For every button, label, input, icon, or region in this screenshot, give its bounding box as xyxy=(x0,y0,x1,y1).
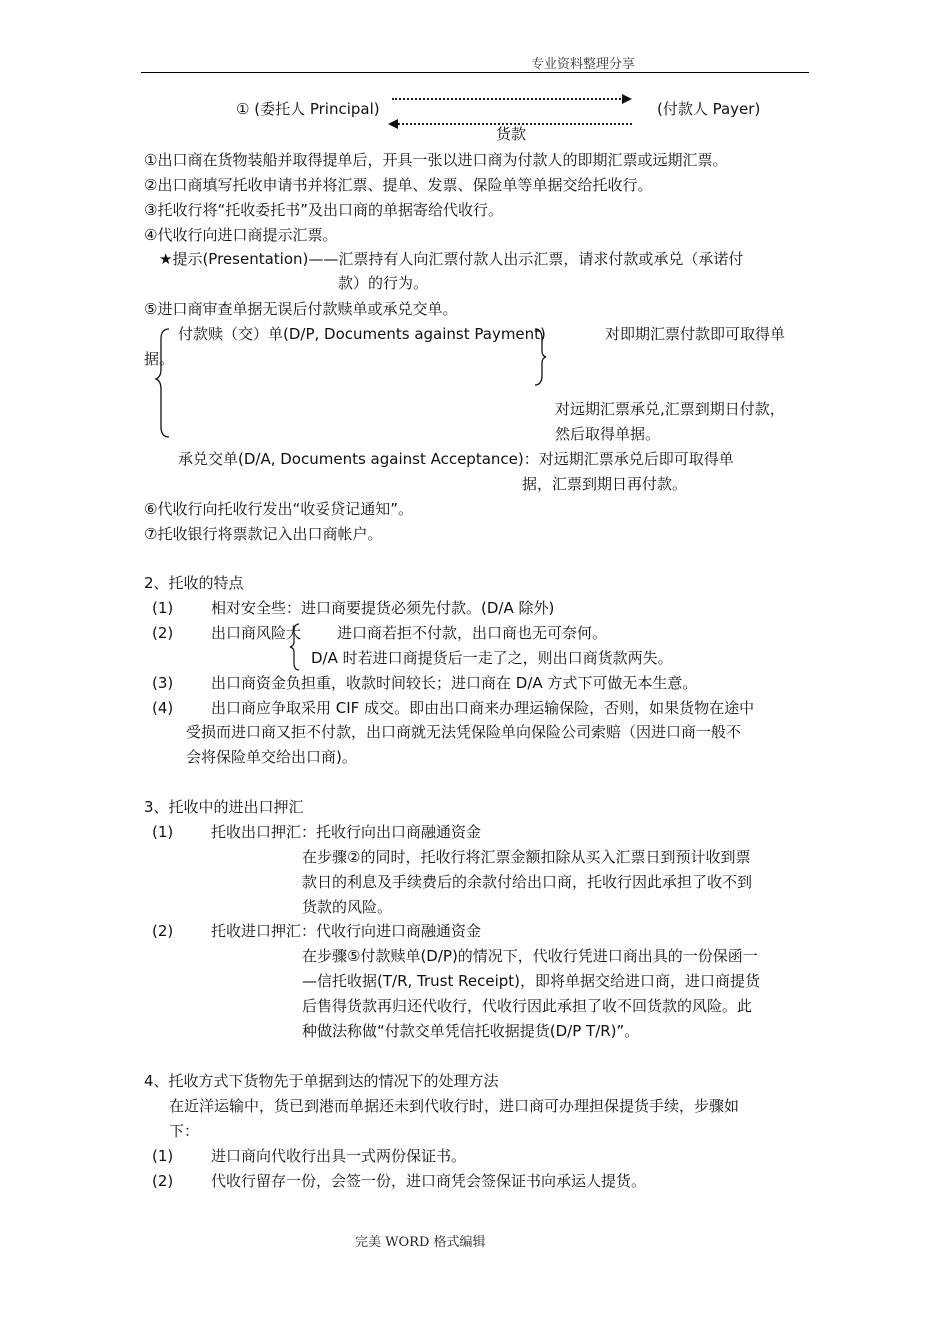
s4-item-2-num: (2) xyxy=(152,1172,174,1190)
step-4: ④代收行向进口商提示汇票。 xyxy=(144,226,338,244)
presentation-note-line2: 款）的行为。 xyxy=(338,274,429,292)
s2-item-2-sub2: D/A 时若进口商提货后一走了之，则出口商货款两失。 xyxy=(311,649,673,667)
step-1: ①出口商在货物装船并取得提单后，开具一张以进口商为付款人的即期汇票或远期汇票。 xyxy=(144,151,728,169)
s4-intro-line2: 下： xyxy=(169,1122,200,1140)
presentation-note-line1: ★提示(Presentation)——汇票持有人向汇票付款人出示汇票，请求付款或承兑（承诺付 xyxy=(159,250,744,268)
section-4-title: 4、托收方式下货物先于单据到达的情况下的处理方法 xyxy=(144,1072,499,1090)
s4-item-1-text: 进口商向代收行出具一式两份保证书。 xyxy=(211,1147,467,1165)
dp-usance-line2: 然后取得单据。 xyxy=(555,425,661,443)
page-footer: 完美 WORD 格式编辑 xyxy=(355,1235,486,1250)
s3-item-2-line4: 种做法称做“付款交单凭信托收据提货(D/P T/R)”。 xyxy=(302,1022,640,1040)
dp-usance-line1: 对远期汇票承兑,汇票到期日付款， xyxy=(555,400,785,418)
arrow-right-icon xyxy=(622,94,632,104)
s3-item-1-line3: 货款的风险。 xyxy=(302,898,393,916)
da-line1: 承兑交单(D/A, Documents against Acceptance)：对远期汇票承兑后即可取得单 xyxy=(178,450,734,468)
s3-item-1-line1: 在步骤②的同时，托收行将汇票金额扣除从买入汇票日到预计收到票 xyxy=(302,848,751,866)
header-rule xyxy=(141,72,809,73)
step-3: ③托收行将“托收委托书”及出口商的单据寄给代收行。 xyxy=(144,201,503,219)
right-brace-icon xyxy=(533,327,547,387)
step-5: ⑤进口商审查单据无误后付款赎单或承兑交单。 xyxy=(144,300,458,318)
s3-item-1-num: (1) xyxy=(152,823,174,841)
s3-item-1-line2: 款日的利息及手续费后的余款付给出口商，托收行因此承担了收不到 xyxy=(302,873,753,891)
page-header: 专业资料整理分享 xyxy=(531,57,636,72)
arrow-to-payer-line xyxy=(392,98,624,100)
s2-item-3-text: 出口商资金负担重，收款时间较长；进口商在 D/A 方式下可做无本生意。 xyxy=(211,674,698,692)
s3-item-2-line2: —信托收据(T/R, Trust Receipt)，即将单据交给进口商，进口商提货 xyxy=(302,972,761,990)
s2-item-1-num: (1) xyxy=(152,599,174,617)
principal-label: ① (委托人 Principal) xyxy=(236,100,380,118)
s2-item-2-num: (2) xyxy=(152,624,174,642)
step-2: ②出口商填写托收申请书并将汇票、提单、发票、保险单等单据交给托收行。 xyxy=(144,176,653,194)
s3-item-2-text: 托收进口押汇：代收行向进口商融通资金 xyxy=(211,922,482,940)
da-line2: 据，汇票到期日再付款。 xyxy=(522,475,688,493)
s4-item-2-text: 代收行留存一份，会签一份，进口商凭会签保证书向承运人提货。 xyxy=(211,1172,647,1190)
step-6: ⑥代收行向托收行发出“收妥贷记通知”。 xyxy=(144,500,413,518)
dp-title: 付款赎（交）单(D/P, Documents against Payment) xyxy=(178,325,546,343)
payer-label: (付款人 Payer) xyxy=(657,100,761,118)
step-7: ⑦托收银行将票款记入出口商帐户。 xyxy=(144,525,383,543)
s2-item-4-cont2: 会将保险单交给出口商)。 xyxy=(186,748,357,766)
left-brace-icon xyxy=(155,327,175,439)
s3-item-2-line3: 后售得货款再归还代收行，代收行因此承担了收不回货款的风险。此 xyxy=(302,997,753,1015)
s3-item-1-text: 托收出口押汇：托收行向出口商融通资金 xyxy=(211,823,482,841)
s2-item-2-sub1: 进口商若拒不付款，出口商也无可奈何。 xyxy=(337,624,608,642)
s2-item-3-num: (3) xyxy=(152,674,174,692)
s2-item-1-text: 相对安全些：进口商要提货必须先付款。(D/A 除外) xyxy=(211,599,555,617)
s2-item-4-cont1: 受损而进口商又拒不付款，出口商就无法凭保险单向保险公司索赔（因进口商一般不 xyxy=(186,723,742,741)
payment-label: 货款 xyxy=(496,125,527,143)
section-2-title: 2、托收的特点 xyxy=(144,574,244,592)
s2-item-4-num: (4) xyxy=(152,699,174,717)
s4-item-1-num: (1) xyxy=(152,1147,174,1165)
risk-brace-icon xyxy=(289,622,301,672)
s3-item-2-line1: 在步骤⑤付款赎单(D/P)的情况下，代收行凭进口商出具的一份保函一 xyxy=(302,947,758,965)
dp-sight-desc: 对即期汇票付款即可取得单 xyxy=(605,325,786,343)
arrow-left-icon xyxy=(388,119,398,129)
s4-intro-line1: 在近洋运输中，货已到港而单据还未到代收行时，进口商可办理担保提货手续，步骤如 xyxy=(169,1097,740,1115)
dp-sight-desc-cont: 据。 xyxy=(144,350,175,368)
s3-item-2-num: (2) xyxy=(152,922,174,940)
s2-item-4-text: 出口商应争取采用 CIF 成交。即由出口商来办理运输保险，否则，如果货物在途中 xyxy=(211,699,755,717)
s2-item-2-text: 出口商风险大 xyxy=(211,624,302,642)
section-3-title: 3、托收中的进出口押汇 xyxy=(144,798,304,816)
